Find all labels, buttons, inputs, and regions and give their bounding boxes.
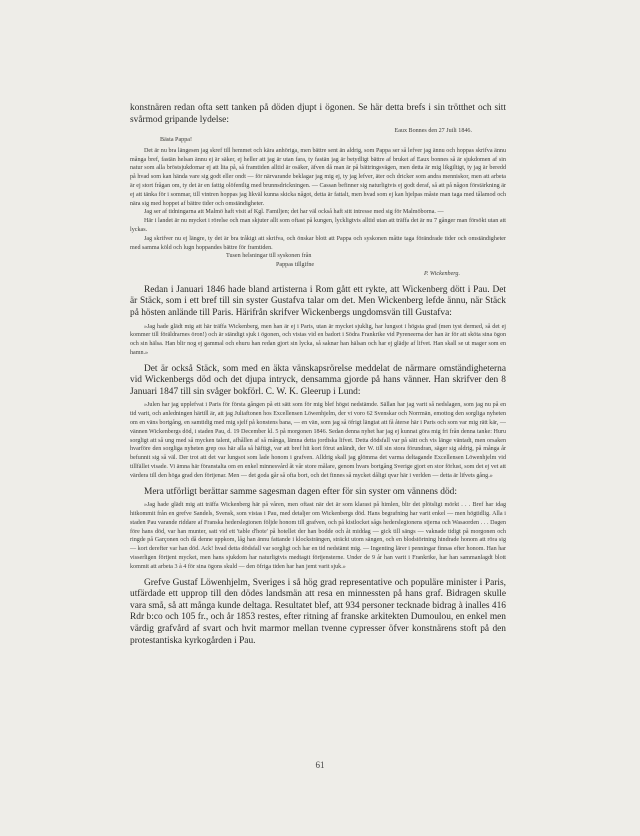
letter-paragraph: Jag skrifver nu ej längre, ty det är bra tråkigt att skrifva, och önskar blott att Pappa och syskonen måtte taga förändrade tider och omständigheter med samma köld och lugn hoppandes bättre för framtiden. (130, 235, 506, 251)
body-paragraph: Det är också Stäck, som med en äkta vänskapsrörelse meddelat de närmare omständigheterna vid Wickenbergs död och det djupa intryck, densamma gjorde på hans vänner. Han skrifver den 8 Januari 1847 till sin svåger bokförl. C. W. K. Gleerup i Lund: (130, 363, 506, 397)
body-paragraph: Grefve Gustaf Löwenhjelm, Sveriges i så hög grad representative och populäre minister i Paris, utfärdade ett upprop till den dödes landsmän att resa en minnessten på hans graf. Bidragen skulle vara små, så att många kunde deltaga. Resultatet blef, att 934 personer tecknade bidrag à inalles 416 Rdr b:co och 105 fr., och år 1853 restes, efter ritning af franske arkitekten Dumoulou, en enkel men värdig grafvård af svart och hvit marmor mellan tvenne cypresser öfver konstnärens stoft på den protestantiska kyrkogården i Pau. (130, 577, 506, 646)
letter-paragraph: Här i landet är nu mycket i rörelse och man skjuter allt som oftast på kungen, lyckligtvis alltid utan att träffa det är nu 7 gånger man försökt utan att lyckas. (130, 218, 506, 233)
letter-closing-2: Pappas tillgifne (276, 262, 315, 269)
letter-greeting: Bästa Pappa! (160, 136, 192, 143)
body-paragraph: Mera utförligt berättar samme sagesman dagen efter för sin syster om vännens död: (144, 486, 457, 497)
quote-paragraph: »Julen har jag upplefvat i Paris för första gången på ett sätt som för mig blef högst nedstämde. Sällan har jag varit så nedslagen, som jag nu på en tid varit, och anledningen härtill är, att jag Juliaftonen hos Excellensen Löwenhjelm, der vi voro 62 Svenskar och Norrmän, emottog den sorgliga nyheten om en väns bortgång, en samtidig med mig sjelf på konstens bana, — en vän, som jag så öfrigt längtat att få återse här i Paris och som var mig rätt kär, — vännen Wickenbergs död, i staden Pau, d. 19 December kl. 5 på morgonen 1846. Sedan denna nyhet har jag ej kunnat göra mig fri från denna tanke: Huru sorgligt att så ung med så mycken talent, afhållen af så många, lämna detta jordiska lifvet. Detta dödsfall var på sätt och vis länge väntadt, men orsaken hvarföre den sorgliga nyheten grep oss här alla så häftigt, var att bref hit kort förut anländt, der W. till sin stora förundran, säger sig aldrig, på många år befunnit sig så väl. Der trot att det var lungsot som lade honom i grafven. Alldrig skall jag glömma det varma deltagande Excellensen Löwenhjelm vid tillfället visade. Vi ämna här föranstalta om en enkel minnesvård åt vår store målare, genom hvars bortgång Sverige gjort en stor förlust, som det ej vet att värdera till den höga grad den förtjenar. Men — det goda går så ofta bort, och det finnes så mycket dåligt qvar här i verlden — detta är lifvets gång.» (130, 402, 506, 479)
body-paragraph: Redan i Januari 1846 hade bland artisterna i Rom gått ett rykte, att Wickenberg dött i Pau. Det är Stäck, som i ett bref till sin syster Gustafva talar om det. Men Wickenberg lefde ännu, när Stäck på hösten anlände till Paris. Härifrån skrifver Wickenbergs ungdomsvän till Gustafva: (130, 284, 506, 318)
text-column (130, 103, 506, 647)
page-number: 61 (315, 760, 325, 770)
letter-date: Eaux Bonnes den 27 Juili 1846. (394, 128, 472, 135)
letter-closing: Tusen helsningar till syskonen från (226, 253, 312, 260)
letter-paragraph: Jag ser af tidningarna att Malmö haft visit af Kgl. Familjen; det har väl också haft sitt intresse med sig för Malmöborna. — (144, 209, 444, 216)
letter-signature: P. Wickenberg. (423, 270, 460, 277)
quote-paragraph: »Jag hade glädt mig att träffa Wickenberg här på våren, men oftast när det är som klarast på himlen, blir det plötsligt mörkt . . . Bref har idag hitkommit från en grefve Sandels, Svensk, som vistas i Pau, med detaljer om Wickenbergs död. Hans begrafning har varit enkel — men högtidlig. Alla i staden Pau varande riddare af Franska hederslegionen följde honom till grafven, och på kistlocket sågs hederslegionens stjerna och Wasaorden . . . Dagen före hans död, var han munter, satt vid ett 'table d'hote' på hotellet der han bodde och åt middag — gick till sängs — vaknade tidigt på morgonen och ringde på Garçonen och då denne uppkom, låg han ännu fattande i klocksträngen, sträckt utom sängen, och en blodstörtning hindrade honom att röra sig — kort derefter var han död. Ack! hvad detta dödsfall var sorgligt och har en tid nedstämt mig. — Ingenting lärer i penningar finnas efter honom. Han har visserligen förtjent mycket, men hans sjukdom har naturligtvis medtagit förtjensterne. Under de 9 år han varit i Frankrike, har han sammanlagdt blott kommit att arbeta 3 à 4 för sina ögons skuld — den öfriga tiden har han jemt varit sjuk.» (130, 502, 506, 570)
intro-paragraph: konstnären redan ofta sett tanken på döden djupt i ögonen. Se här detta brefs i sin trötthet och sitt svårmod gripande lydelse: (130, 103, 506, 125)
letter-paragraph: Det är nu bra längesen jag skref till hemmet och kära anhöriga, men bättre sent än aldrig, som Pappa ser så lefver jag ännu och hoppas skrifva ännu många bref, fastän helsan ännu ej är säker, ej heller att jag är utan fara, ty fastän jag är betydligt bättre af bruket af Eaux bonnes så är sjukdomen af sin natur som alla bröstsjukdomar ej att lita på, så framtiden alltid är osäker, äfven då man är på bättringsvägen, men detta är mig likgiltigt, ty jag är beredd på hvad som kan hända vare sig godt eller ondt — för närvarande beklagar jag mig ej, ty jag lefver, äter och dricker som andra menniskor, men att arbeta är ej stort frågan om, ty det är en fattig olöfentlig med brunnsdrickningen. — Cassan befinner sig naturligtvis ej godt deraf, så att på någon förstärkning är ej att tänka för i sommar, till vintren hoppas jag likväl kunna skicka något, detta är fattalt, men hvad som ej kan hjelpas måste man taga med tålamod och nära sig med hoppet af bättre tider och omständigheter. (130, 147, 506, 207)
quote-paragraph: »Jag hade glädt mig att här träffa Wickenberg, men han är ej i Paris, utan är mycket sjuklig, har lungsot i högsta grad (men tyst dermed, så det ej kommer till föräldrarnes öron!) och är ständigt sjuk i ögonen, och vistas vid en badort i Södra Frankrike vid Pyreneerna der han är för att sköta sina ögon och sin hälsa. Han blir nog ej gammal och ehuru han redan gjort sin lycka, så saknar han hälsan och har ej glädje af lifvet. Han skall se ut mager som en hamn.» (130, 323, 506, 356)
